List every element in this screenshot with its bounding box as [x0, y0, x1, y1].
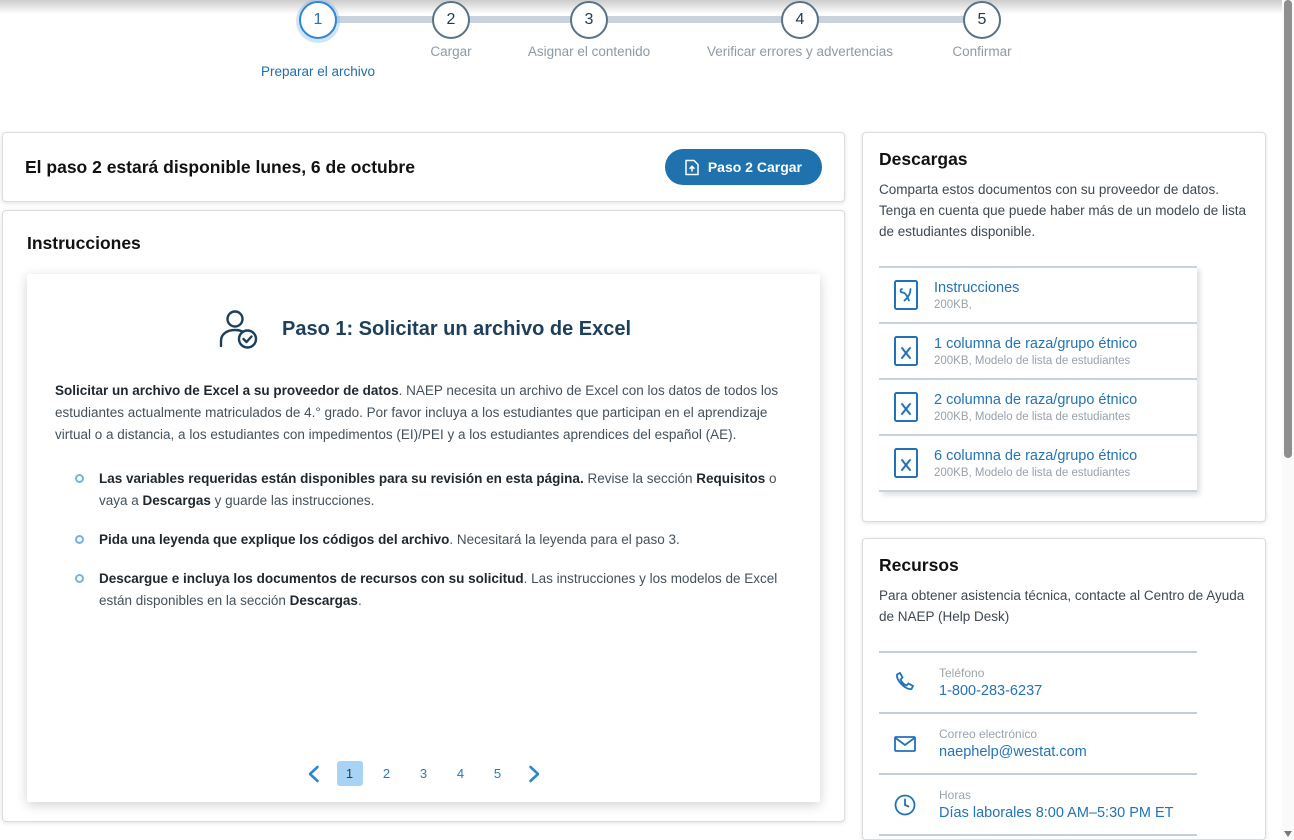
excel-file-icon — [893, 335, 919, 367]
download-item-meta: 200KB, Modelo de lista de estudiantes — [934, 410, 1131, 423]
bullet-item-2 — [75, 529, 792, 551]
excel-file-icon — [893, 391, 919, 423]
stepper-step-1-label[interactable]: Preparar el archivo — [260, 64, 376, 79]
intro-text: . NAEP necesita un archivo de Excel con los datos de todos los estudiantes actualmente matriculados de 4.° grado. Por favor incluya a los estudiantes que participan en el aprendizaje virtual o a distancia, a los estudiantes con impedimentos (EI)/PEI y a los estudiantes aprendices del español (AE). — [55, 383, 779, 442]
download-item-text — [934, 336, 1137, 367]
downloads-list — [879, 266, 1197, 492]
resources-description: Para obtener asistencia técnica, contacte al Centro de Ayuda de NAEP (Help Desk) — [879, 588, 1245, 624]
download-item-meta: 200KB, — [934, 298, 972, 311]
step2-upload-button-label: Paso 2 Cargar — [707, 159, 802, 175]
step1-card-header — [55, 308, 792, 350]
resources-list — [879, 651, 1197, 836]
banner-title: El paso 2 estará disponible lunes, 6 de octubre — [25, 156, 415, 177]
excel-file-icon — [893, 447, 919, 479]
stepper-step-4-circle[interactable]: 4 — [781, 1, 819, 39]
step2-availability-banner — [2, 132, 845, 202]
bullet-marker-icon — [75, 474, 84, 483]
clock-icon — [893, 793, 917, 817]
instructions-section — [2, 210, 845, 822]
stepper-step-5-label[interactable]: Confirmar — [952, 44, 1012, 59]
downloads-panel — [862, 132, 1266, 522]
download-item-1-columna[interactable] — [879, 322, 1197, 378]
download-item-title[interactable]: 1 columna de raza/grupo étnico — [934, 335, 1138, 352]
bullet-text: Revise la sección — [583, 471, 697, 486]
stepper-step-3-label[interactable]: Asignar el contenido — [527, 44, 651, 59]
pagination-next-button[interactable] — [522, 763, 547, 785]
download-item-meta: 200KB, Modelo de lista de estudiantes — [934, 466, 1131, 479]
resource-item-text — [939, 788, 1174, 821]
bullet-text: y guarde las instrucciones. — [210, 493, 375, 508]
instructions-section-title: Instrucciones — [27, 233, 141, 253]
stepper-step-1-circle[interactable]: 1 — [299, 1, 337, 39]
pagination-page-4[interactable]: 4 — [448, 761, 474, 786]
download-item-text — [934, 280, 1019, 311]
resource-item-label: Horas — [939, 788, 972, 802]
download-item-title[interactable]: Instrucciones — [934, 279, 1020, 296]
download-item-2-columna[interactable] — [879, 378, 1197, 434]
bullet-text: . Las instrucciones y los modelos de Excel están disponibles en la sección — [99, 571, 778, 608]
resources-panel — [862, 538, 1266, 840]
bullet-item-3 — [75, 568, 792, 612]
step1-intro-paragraph — [55, 380, 792, 446]
resource-item-value[interactable]: 1-800-283-6237 — [939, 683, 1043, 699]
file-upload-icon — [685, 159, 699, 176]
stepper-connector-line — [320, 16, 980, 23]
scrollbar-down-arrow-icon[interactable] — [1284, 831, 1292, 837]
wizard-stepper — [0, 0, 1294, 95]
resource-item-text — [939, 727, 1087, 760]
step2-upload-button[interactable] — [665, 149, 822, 185]
bullet-text: Requisitos — [696, 471, 766, 486]
step1-bullet-list — [55, 468, 792, 612]
bullet-item-1 — [75, 468, 792, 512]
step1-card — [27, 274, 820, 802]
bullet-marker-icon — [75, 574, 84, 583]
stepper-step-5-circle[interactable]: 5 — [963, 1, 1001, 39]
resource-item-phone — [879, 651, 1197, 712]
scrollbar-thumb[interactable] — [1284, 0, 1292, 458]
pagination-page-3[interactable]: 3 — [411, 761, 437, 786]
resource-item-email — [879, 712, 1197, 773]
resource-item-hours — [879, 773, 1197, 836]
resource-item-value[interactable]: Días laborales 8:00 AM–5:30 PM ET — [939, 805, 1174, 821]
pagination — [27, 761, 820, 786]
pagination-page-5[interactable]: 5 — [485, 761, 511, 786]
download-item-title[interactable]: 6 columna de raza/grupo étnico — [934, 447, 1138, 464]
bullet-text: Descargas — [142, 493, 211, 508]
step1-card-title: Paso 1: Solicitar un archivo de Excel — [281, 317, 632, 340]
download-item-instrucciones[interactable] — [879, 266, 1197, 322]
pagination-prev-button[interactable] — [301, 763, 326, 785]
download-item-6-columna[interactable] — [879, 434, 1197, 492]
intro-bold-text: Solicitar un archivo de Excel a su proveedor de datos — [55, 383, 399, 398]
pdf-file-icon — [893, 279, 919, 311]
phone-icon — [893, 671, 917, 695]
download-item-meta: 200KB, Modelo de lista de estudiantes — [934, 354, 1131, 367]
resource-item-label: Teléfono — [939, 666, 985, 680]
stepper-step-4-label[interactable]: Verificar errores y advertencias — [706, 44, 894, 59]
vertical-scrollbar[interactable] — [1282, 0, 1294, 840]
resource-item-text — [939, 666, 1042, 699]
stepper-step-3-circle[interactable]: 3 — [570, 1, 608, 39]
pagination-page-1[interactable]: 1 — [337, 761, 363, 786]
stepper-step-2-label[interactable]: Cargar — [430, 44, 472, 59]
bullet-text: Descargas — [289, 593, 358, 608]
downloads-title: Descargas — [879, 149, 968, 169]
downloads-description: Comparta estos documentos con su proveedor de datos. Tenga en cuenta que puede haber más de un modelo de lista de estudiantes disponible. — [879, 182, 1247, 239]
bullet-text: . Necesitará la leyenda para el paso 3. — [449, 532, 680, 547]
resource-item-value[interactable]: naephelp@westat.com — [939, 744, 1087, 760]
pagination-page-2[interactable]: 2 — [374, 761, 400, 786]
resource-item-label: Correo electrónico — [939, 727, 1038, 741]
resources-title: Recursos — [879, 555, 959, 575]
bullet-text: Descargue e incluya los documentos de recursos con su solicitud — [99, 571, 524, 586]
download-item-text — [934, 392, 1137, 423]
download-item-text — [934, 448, 1137, 479]
bullet-text: Las variables requeridas están disponibles para su revisión en esta página. — [99, 471, 584, 486]
stepper-step-2-circle[interactable]: 2 — [432, 1, 470, 39]
bullet-text: . — [357, 593, 362, 608]
email-icon — [893, 732, 917, 756]
download-item-title[interactable]: 2 columna de raza/grupo étnico — [934, 391, 1138, 408]
bullet-text: o vaya a — [99, 471, 777, 508]
bullet-marker-icon — [75, 535, 84, 544]
bullet-text: Pida una leyenda que explique los códigos del archivo — [99, 532, 450, 547]
user-check-icon — [216, 308, 262, 350]
